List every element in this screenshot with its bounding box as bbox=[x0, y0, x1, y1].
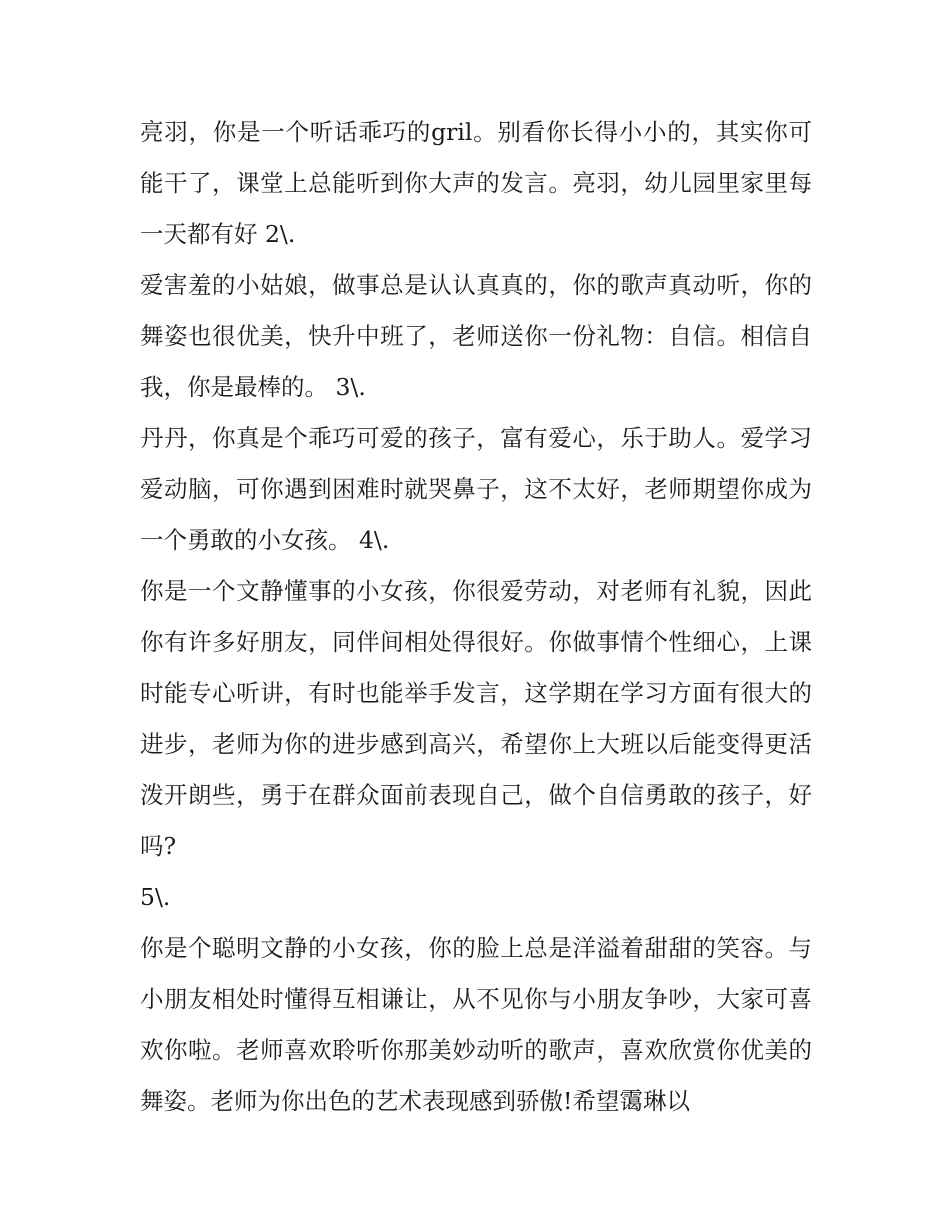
document-body bbox=[140, 107, 812, 1127]
paragraph-3: 丹丹，你真是个乖巧可爱的孩子，富有爱心，乐于助人。爱学习爱动脑，可你遇到困难时就哭鼻子，这不太好，老师期望你成为一个勇敢的小女孩。 4\. bbox=[140, 424, 812, 554]
paragraph-1: 亮羽，你是一个听话乖巧的gril。别看你长得小小的，其实你可能干了，课堂上总能听到你大声的发言。亮羽，幼儿园里家里每一天都有好 2\. bbox=[140, 118, 812, 248]
paragraph-2: 爱害羞的小姑娘，做事总是认认真真的，你的歌声真动听，你的舞姿也很优美，快升中班了，老师送你一份礼物：自信。相信自我，你是最棒的。 3\. bbox=[140, 271, 812, 401]
paragraph-6: 你是个聪明文静的小女孩，你的脸上总是洋溢着甜甜的笑容。与小朋友相处时懂得互相谦让，从不见你与小朋友争吵，大家可喜欢你啦。老师喜欢聆听你那美妙动听的歌声，喜欢欣赏你优美的舞姿。老师为你出色的艺术表现感到骄傲!希望霭琳以 bbox=[140, 934, 812, 1115]
paragraph-4: 你是一个文静懂事的小女孩，你很爱劳动，对老师有礼貌，因此你有许多好朋友，同伴间相处得很好。你做事情个性细心，上课时能专心听讲，有时也能举手发言，这学期在学习方面有很大的进步，老师为你的进步感到高兴，希望你上大班以后能变得更活泼开朗些，勇于在群众面前表现自己，做个自信勇敢的孩子，好吗? bbox=[140, 577, 812, 860]
paragraph-5-number: 5\. bbox=[140, 883, 171, 911]
